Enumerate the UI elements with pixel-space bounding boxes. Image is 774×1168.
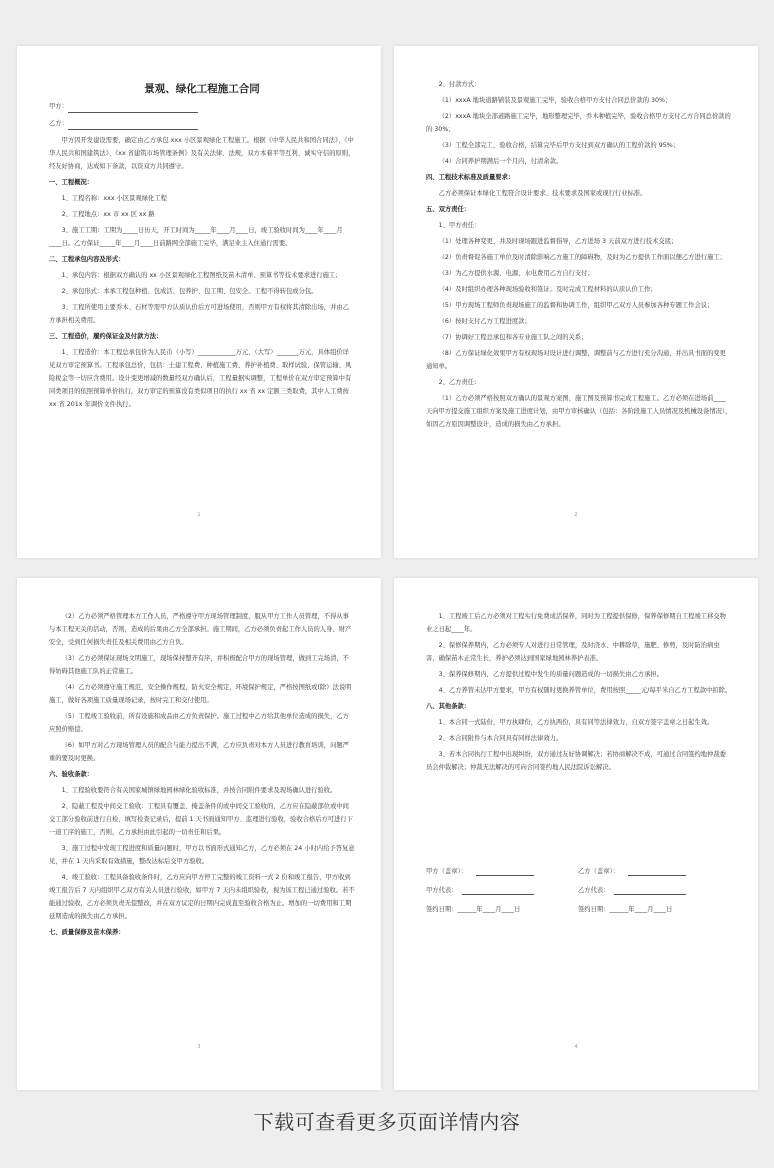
paragraph: （2）负责督促各施工单位及时清除影响乙方施工的障碍物，及时为乙方提供工作面以便乙方进行施工；	[438, 254, 726, 261]
paragraph: 3、施工过程中发现工程进度和质量问题时，甲方以书面形式通知乙方，乙方必须在 24 小时内给予答复意见，并在 1 天内采取有效措施，整改达标后交甲方验收。	[49, 845, 355, 865]
paragraph: （2）乙方必须严格管理本方工作人员，严格遵守甲方现场管理制度，服从甲方工作人员管理，不得从事与本工程无关的活动，否则，造成的后果由乙方全部承担。施工期间，乙方必须负责起工作人员的人身、财产安全，受到任何损失责任及相关费用由乙方自负。	[49, 613, 352, 646]
paragraph: 4、乙方养管未达甲方要求，甲方有权随时更换养管单位，费用按照_____元/每平米自乙方工程款中扣除。	[438, 687, 732, 694]
paragraph: （5）工程竣工验收前，所有设施和成品由乙方负责保护。施工过程中乙方给其他单位造成的损失，乙方应照价赔偿。	[49, 713, 349, 733]
party-b-blank	[68, 120, 198, 130]
paragraph: （3）工程全部完工，验收合格，结算完毕后甲方支付到双方确认的工程价款的 95%；	[438, 142, 679, 149]
paragraph: 1、工程名称：xxx 小区景观绿化工程	[61, 195, 167, 202]
paragraph: （8）乙方保证绿化效果甲方有权现场对设计进行调整，调整前与乙方进行充分沟通，并出具书面的变更通知单。	[426, 350, 726, 370]
section-heading: 三、工程造价，履约保证金及付款方法：	[49, 333, 163, 340]
paragraph: （1）乙方必须严格按照双方确认的景观方案图、施工图及预算书完成工程施工。乙方必须在进场前____天向甲方提交施工组织方案及施工进度计划，由甲方审核确认（包括：各阶段施工人员情况及机械设备情况），如因乙方原因调整设计，造成的损失由乙方承担。	[426, 395, 732, 428]
paragraph: （1）xxxA 地块道路铺装及景观施工完毕，验收合格甲方支付合同总价款的 30%；	[438, 97, 672, 104]
paragraph: 2、工程地点：xx 市 xx 区 xx 路	[61, 211, 155, 218]
page-number: 4	[574, 1044, 578, 1050]
date-row	[426, 904, 732, 923]
paragraph: 乙方必须保证本绿化工程符合设计要求、技术要求及国家或现行行业标准。	[438, 190, 647, 197]
party-b-line	[49, 117, 355, 130]
party-b-label: 乙方：	[49, 120, 68, 127]
party-a-rep-label: 甲方代表：	[426, 887, 458, 894]
party-a-date: 签约日期：______年____月____日	[426, 906, 521, 913]
paragraph: 1、工程验收要符合有关国家城镇绿地园林绿化验收标准，并按合同附件要求及现场确认进行验收。	[61, 787, 337, 794]
paragraph: 2、本合同附件与本合同具有同样法律效力。	[438, 735, 563, 742]
party-a-label: 甲方：	[49, 103, 68, 110]
contract-title: 景观、绿化工程施工合同	[144, 83, 260, 95]
section-heading: 八、其他条款：	[426, 703, 471, 710]
page-number: 2	[574, 512, 578, 518]
document-page-3	[17, 578, 381, 1090]
paragraph: 3、工程所使用主要乔木、石材等需甲方认质认价后方可进场使用，否则甲方有权将其清除出场，并由乙方承担相关费用。	[49, 304, 349, 324]
paragraph: （4）合同养护期满后一个月内，付清余款。	[438, 158, 563, 165]
paragraph: 1、承包内容：根据双方确认的 xx 小区景观绿化工程图纸及苗木清单、预算书等技术要求进行施工；	[61, 272, 342, 279]
paragraph: （3）乙方必须保证现场文明施工，现场保持整齐有序，并积极配合甲方的现场管理，做到工完场清，不得妨碍其他施工队的正常施工。	[49, 655, 349, 675]
paragraph: （1）处理各种变更，并及时现场跟进监督指导，乙方进场 3 天前双方进行技术交底；	[438, 238, 678, 245]
paragraph: 2、保修保养期内，乙方必须专人对进行日常管理，及时浇水、中耕除草，施肥、修剪，及时防治病虫害，确保苗木正常生长，养护必须达到国家绿地园林养护表准。	[426, 642, 720, 662]
paragraph: 3、若本合同执行工程中出现纠纷，双方通过友好协调解决；若协商解决不成，可通过合同签约地仲裁委员会仲裁解决；仲裁无法解决的可向合同签约地人民法院诉讼解决。	[426, 751, 726, 771]
paragraph: （6）按时支付乙方工程进度款；	[438, 318, 531, 325]
section-heading: 六、验收条款：	[49, 771, 94, 778]
paragraph: 3、施工工期：工期为_____日历天，开工时间为_____年____月____日，竣工验收时间为____年____月____日。乙方保证_____年____月____日前路网全部施工完毕，满足业主入住通行需要。	[49, 227, 343, 247]
paragraph: 2、隐蔽工程及中间交工验收：工程具有覆盖、掩盖条件的或中间交工验收的，乙方应在隐蔽部位或中间交工部分验收前进行自检，填写检查记录后，提前 1 天书面通知甲方、监理进行验收，验收合格后方可进行下一道工序的施工，否则，乙方承担由此引起的一切责任和后果。	[49, 803, 353, 836]
paragraph: （3）为乙方提供水源、电源，水电费用乙方自行支付；	[438, 270, 594, 277]
representative-row	[426, 885, 732, 904]
paragraph: 1、本合同一式陆份，甲方执肆份，乙方执两份，具有同等法律效力，自双方签字盖章之日起生效。	[438, 719, 714, 726]
paragraph: 2、乙方责任：	[438, 379, 481, 386]
paragraph: 2、付款方式：	[438, 81, 481, 88]
party-a-seal-label: 甲方（盖章）：	[426, 868, 467, 875]
party-a-rep-blank	[462, 885, 534, 895]
paragraph: 4、竣工验收：工程具备验收条件时，乙方应向甲方停工完整的竣工资料一式 2 份和竣工报告，甲方收到竣工报告后 7 天内组织甲乙双方有关人员进行验收，如甲方 7 天内未组织验收，视为该工程已通过验收。若不能通过验收，乙方必须负责无偿整改，并在双方议定的日期内完成直至验收合格为止。增加的一切费用和工期延期造成的损失由乙方承担。	[49, 874, 355, 920]
party-b-seal-blank	[628, 866, 686, 876]
paragraph: 2、承包形式：本承工程包种植、包成活、包养护、包工期、包安全。工程不得转包或分包。	[61, 288, 318, 295]
paragraph: 1、甲方责任：	[438, 222, 481, 229]
paragraph: 1、工程竣工后乙方必须对工程实行免费成活保养，同时为工程提供保修，保养保修期自工程竣工移交物业之日起____年。	[426, 613, 726, 633]
intro-paragraph: 甲方因开发建设需要，确定由乙方承包 xxx 小区景观绿化工程施工。根据《中华人民共和国合同法》、《中华人民共和国建筑法》、《xx 省建筑市场管理条例》及有关法律、法规，双方本着平等互利、诚实守信的原则，经友好协商，达成如下条款，以资双方共同遵守。	[49, 137, 355, 170]
section-heading: 四、工程技术标准及质量要求：	[426, 174, 515, 181]
document-page-4	[394, 578, 758, 1090]
section-heading: 一、工程概况：	[49, 179, 94, 186]
party-b-date: 签约日期：______年____月____日	[578, 906, 673, 913]
document-page-1	[17, 46, 381, 558]
signature-block	[426, 866, 732, 923]
seal-row	[426, 866, 732, 885]
paragraph: （7）协调好工程总承包和各专业施工队之间的关系；	[438, 334, 588, 341]
party-b-rep-label: 乙方代表：	[578, 887, 610, 894]
party-b-rep-blank	[614, 885, 686, 895]
page-number: 3	[197, 1044, 201, 1050]
paragraph: （4）及时组织办理各种现场验收和签证；及时完成工程材料的认质认价工作；	[438, 286, 657, 293]
section-heading: 五、双方责任：	[426, 206, 471, 213]
paragraph: 1、工程造价：本工程总承包价为人民币（小写）____________万元，（大写）_______万元，具体组价详见双方审定预算书。工程承包总价，包括：土建工程费、种植施工费、养护补植费、取样试验、保管运输、风险税金等一切应含费用。设计变更增减的数量经双方确认后，工程量据实调整，工程单价在双方审定预算中有同类项目的依照预算单价执行，双方审定的预算没有类似项目的执行 xx 省 xx 定额三类取费，其中人工费按 xx 省 201x 年调价文件执行。	[49, 349, 352, 408]
party-b-seal-label: 乙方（盖章）：	[578, 868, 619, 875]
page-number: 1	[197, 512, 201, 518]
document-page-2	[394, 46, 758, 558]
paragraph: （5）甲方现场工程师负责现场施工的监督和协调工作，组织甲乙双方人员参加各种专题工作会议；	[438, 302, 714, 309]
party-a-seal-blank	[476, 866, 534, 876]
download-more-link[interactable]: 下载可查看更多页面详情内容	[253, 1110, 521, 1134]
paragraph: 3、保养保修期内，乙方提供过程中发生的质量问题造成的一切损失由乙方承担。	[438, 671, 663, 678]
section-heading: 七、质量保修及苗木保养：	[49, 929, 125, 936]
paragraph: （2）xxxA 地块全部道路施工完毕，地形整理完毕，乔木种植完毕，验收合格甲方支付乙方合同总价款的的 30%；	[426, 113, 731, 133]
section-heading: 二、工程承包内容及形式：	[49, 256, 125, 263]
party-a-blank	[68, 103, 198, 113]
paragraph: （4）乙方必须遵守施工规范，安全操作规程，防火安全规定，环境保护规定，严格按图纸或(除）法说明施工，做好各项施工质量现场记录，按时完工和交付使用。	[49, 684, 352, 704]
party-a-line	[49, 100, 355, 113]
paragraph: （6）如甲方对乙方现场管理人员的配合与能力提出不满，乙方应负责对本方人员进行教育培训，问题严重的要及时更换。	[49, 742, 349, 762]
